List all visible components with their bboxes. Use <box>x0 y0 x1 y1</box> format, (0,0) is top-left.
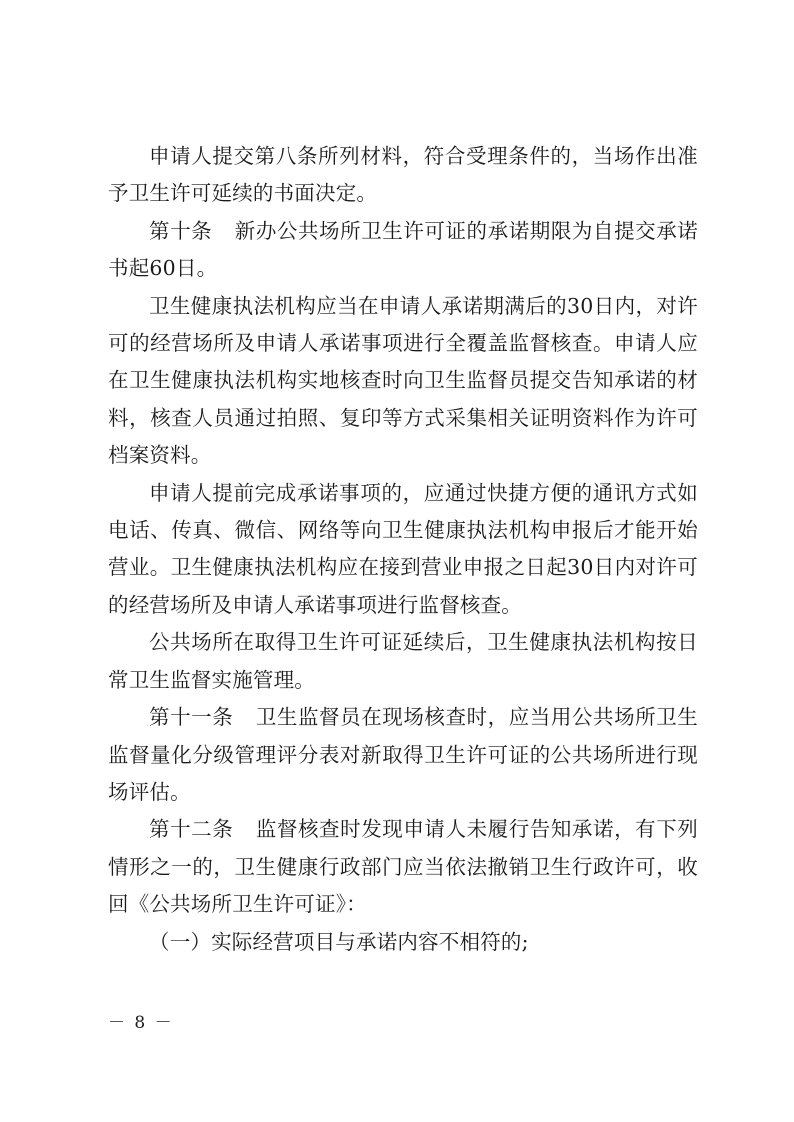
paragraph-text: 卫生监督员在现场核查时，应当用公共场所卫生监督量化分级管理评分表对新取得卫生许可证的公共场所进行现场评估。 <box>108 705 698 804</box>
paragraph <box>108 138 698 213</box>
article-heading: 第十二条 <box>149 817 234 842</box>
paragraph-text: 新办公共场所卫生许可证的承诺期限为自提交承诺书起60日。 <box>108 218 698 281</box>
paragraph-text: 申请人提交第八条所列材料，符合受理条件的，当场作出准予卫生许可延续的书面决定。 <box>108 144 698 206</box>
paragraph <box>108 288 698 475</box>
paragraph <box>108 475 698 625</box>
page-number: － 8 － <box>108 1013 174 1033</box>
paragraph <box>108 624 698 699</box>
paragraph-text: 卫生健康执法机构应当在申请人承诺期满后的30日内，对许可的经营场所及申请人承诺事项进行全覆盖监督核查。申请人应在卫生健康执法机构实地核查时向卫生监督员提交告知承诺的材料，核查人员通过拍照、复印等方式采集相关证明资料作为许可档案资料。 <box>108 293 698 468</box>
paragraph-text: 申请人提前完成承诺事项的，应通过快捷方便的通讯方式如电话、传真、微信、网络等向卫生健康执法机构申报后才能开始营业。卫生健康执法机构应在接到营业申报之日起30日内对许可的经营场所及申请人承诺事项进行监督核查。 <box>108 480 698 617</box>
article-heading: 第十条 <box>149 218 213 243</box>
paragraph-text: 监督核查时发现申请人未履行告知承诺，有下列情形之一的，卫生健康行政部门应当依法撤销卫生行政许可，收回《公共场所卫生许可证》： <box>108 817 698 917</box>
article-12 <box>108 811 698 923</box>
document-body <box>108 138 698 961</box>
paragraph-text: 公共场所在取得卫生许可证延续后，卫生健康执法机构按日常卫生监督实施管理。 <box>108 630 698 692</box>
article-heading: 第十一条 <box>149 705 234 730</box>
list-item-text: （一）实际经营项目与承诺内容不相符的; <box>149 929 529 954</box>
article-11 <box>108 699 698 811</box>
article-10 <box>108 213 698 288</box>
list-item <box>108 924 698 961</box>
